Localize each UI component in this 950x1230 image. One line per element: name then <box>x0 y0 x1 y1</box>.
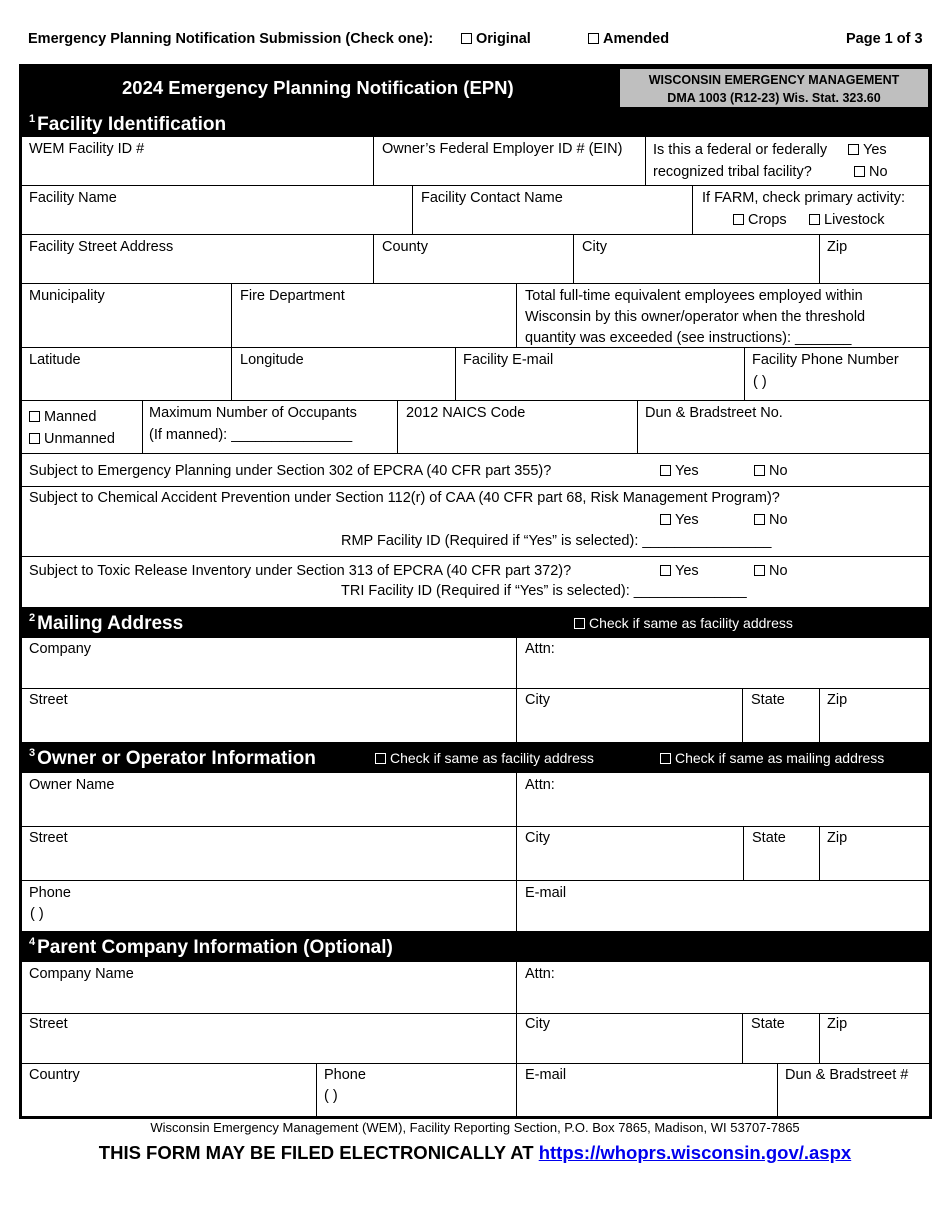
duns-field[interactable]: Dun & Bradstreet No. <box>645 405 783 421</box>
owner-same-mailing-checkbox[interactable] <box>660 753 671 764</box>
manned-checkbox[interactable] <box>29 411 40 422</box>
form-title: 2024 Emergency Planning Notification (EPN) <box>122 77 514 98</box>
agency-box <box>620 69 928 107</box>
parent-phone-field[interactable]: ( ) <box>324 1088 338 1104</box>
naics-field[interactable]: 2012 NAICS Code <box>406 405 526 421</box>
owner-attn-field[interactable]: Attn: <box>525 777 555 793</box>
facility-phone-label: Facility Phone Number <box>752 352 899 368</box>
amended-option[interactable] <box>588 31 669 47</box>
owner-phone-field[interactable]: ( ) <box>30 906 44 922</box>
crops-option[interactable]: Crops <box>733 210 787 231</box>
tri-yes[interactable]: Yes <box>660 561 699 582</box>
owner-street-field[interactable]: Street <box>29 830 68 846</box>
facility-street-field[interactable]: Facility Street Address <box>29 239 174 255</box>
owner-phone-label: Phone <box>29 885 71 901</box>
section-1-title: $^1$ Facility Identification <box>29 113 227 135</box>
livestock-option[interactable]: Livestock <box>809 210 884 231</box>
parent-state-field[interactable]: State <box>751 1016 785 1032</box>
caa112-yes-checkbox[interactable] <box>660 514 671 525</box>
section-3-header <box>22 742 929 773</box>
parent-duns-field[interactable]: Dun & Bradstreet # <box>785 1067 909 1083</box>
caa112-question: Subject to Chemical Accident Prevention under Section 112(r) of CAA (40 CFR part 68, Risk Management Program)? <box>29 490 780 506</box>
owner-same-facility-checkbox[interactable] <box>375 753 386 764</box>
tri-no-checkbox[interactable] <box>754 565 765 576</box>
mailing-same-as-facility[interactable]: Check if same as facility address <box>574 615 793 631</box>
owner-email-field[interactable]: E-mail <box>525 885 567 901</box>
mailing-attn-field[interactable]: Attn: <box>525 641 555 657</box>
parent-company-name-field[interactable]: Company Name <box>29 966 134 982</box>
parent-attn-field[interactable]: Attn: <box>525 966 555 982</box>
section-4-title: $^4$ Parent Company Information (Optional) <box>29 936 393 958</box>
mailing-same-facility-checkbox[interactable] <box>574 618 585 629</box>
form-header <box>22 67 929 111</box>
city-field[interactable]: City <box>582 239 607 255</box>
tri-question: Subject to Toxic Release Inventory under Section 313 of EPCRA (40 CFR part 372)? <box>29 563 572 579</box>
longitude-field[interactable]: Longitude <box>240 352 304 368</box>
section-4-header <box>22 931 929 962</box>
facility-contact-field[interactable]: Facility Contact Name <box>421 190 563 206</box>
federal-yes[interactable]: Yes <box>848 140 887 161</box>
original-option[interactable] <box>461 31 531 47</box>
facility-phone-field[interactable]: ( ) <box>753 374 767 390</box>
mailing-street-field[interactable]: Street <box>29 692 68 708</box>
fte-line1: Total full-time equivalent employees employed within <box>525 288 863 304</box>
owner-same-as-facility[interactable]: Check if same as facility address <box>375 750 594 766</box>
section-1-header <box>22 111 929 137</box>
epcra302-yes[interactable]: Yes <box>660 461 699 482</box>
facility-name-field[interactable]: Facility Name <box>29 190 117 206</box>
parent-email-field[interactable]: E-mail <box>525 1067 567 1083</box>
footer-address: Wisconsin Emergency Management (WEM), Facility Reporting Section, P.O. Box 7865, Madison, WI 53707-7865 <box>150 1120 800 1135</box>
owner-zip-field[interactable]: Zip <box>827 830 848 846</box>
original-label: Original <box>476 31 531 47</box>
farm-question: If FARM, check primary activity: <box>702 190 906 206</box>
page-number: Page 1 of 3 <box>846 31 923 47</box>
ein-field[interactable]: Owner’s Federal Employer ID # (EIN) <box>382 141 623 157</box>
unmanned-checkbox[interactable] <box>29 433 40 444</box>
submission-label: Emergency Planning Notification Submission (Check one): <box>28 31 434 47</box>
mailing-state-field[interactable]: State <box>751 692 785 708</box>
caa112-yes[interactable]: Yes <box>660 510 699 531</box>
municipality-field[interactable]: Municipality <box>29 288 105 304</box>
section-3-title: $^3$ Owner or Operator Information <box>29 747 316 769</box>
rmp-id-field[interactable]: RMP Facility ID (Required if “Yes” is selected): ________________ <box>341 533 772 549</box>
fte-line2: Wisconsin by this owner/operator when the threshold <box>525 309 866 325</box>
county-field[interactable]: County <box>382 239 428 255</box>
epcra302-no[interactable]: No <box>754 461 788 482</box>
federal-no-checkbox[interactable] <box>854 166 865 177</box>
caa112-no-checkbox[interactable] <box>754 514 765 525</box>
tri-no[interactable]: No <box>754 561 788 582</box>
parent-zip-field[interactable]: Zip <box>827 1016 848 1032</box>
facility-email-field[interactable]: Facility E-mail <box>463 352 554 368</box>
efile-link[interactable]: https://whoprs.wisconsin.gov/.aspx <box>538 1142 852 1163</box>
form-code: DMA 1003 (R12-23) Wis. Stat. 323.60 <box>667 91 881 105</box>
owner-name-field[interactable]: Owner Name <box>29 777 115 793</box>
agency-name: WISCONSIN EMERGENCY MANAGEMENT <box>648 73 900 87</box>
amended-checkbox[interactable] <box>588 33 599 44</box>
federal-no[interactable]: No <box>854 162 888 183</box>
federal-question-line2: recognized tribal facility? <box>653 164 812 180</box>
latitude-field[interactable]: Latitude <box>29 352 81 368</box>
original-checkbox[interactable] <box>461 33 472 44</box>
efile-notice <box>0 1142 950 1164</box>
fire-department-field[interactable]: Fire Department <box>240 288 345 304</box>
fte-field[interactable]: quantity was exceeded (see instructions): _______ <box>525 330 852 346</box>
amended-label: Amended <box>603 31 670 47</box>
occupants-label: Maximum Number of Occupants <box>149 405 357 421</box>
unmanned-option[interactable]: Unmanned <box>29 429 115 450</box>
federal-question-line1: Is this a federal or federally <box>653 142 828 158</box>
epcra302-question: Subject to Emergency Planning under Section 302 of EPCRA (40 CFR part 355)? <box>29 463 552 479</box>
parent-country-field[interactable]: Country <box>29 1067 80 1083</box>
section-2-header <box>22 607 929 638</box>
epcra302-no-checkbox[interactable] <box>754 465 765 476</box>
tri-yes-checkbox[interactable] <box>660 565 671 576</box>
epcra302-yes-checkbox[interactable] <box>660 465 671 476</box>
owner-state-field[interactable]: State <box>752 830 786 846</box>
parent-city-field[interactable]: City <box>525 1016 550 1032</box>
section-2-title: $^2$ Mailing Address <box>29 612 184 634</box>
parent-phone-label: Phone <box>324 1067 366 1083</box>
owner-same-as-mailing[interactable]: Check if same as mailing address <box>660 750 884 766</box>
caa112-no[interactable]: No <box>754 510 788 531</box>
crops-checkbox[interactable] <box>733 214 744 225</box>
manned-option[interactable]: Manned <box>29 407 96 428</box>
mailing-company-field[interactable]: Company <box>29 641 92 657</box>
mailing-city-field[interactable]: City <box>525 692 550 708</box>
wem-facility-id-field[interactable]: WEM Facility ID # <box>29 141 145 157</box>
mailing-zip-field[interactable]: Zip <box>827 692 848 708</box>
tri-id-field[interactable]: TRI Facility ID (Required if “Yes” is selected): ______________ <box>341 583 747 599</box>
efile-text: THIS FORM MAY BE FILED ELECTRONICALLY AT <box>98 1142 534 1163</box>
epn-form <box>19 64 932 1119</box>
livestock-checkbox[interactable] <box>809 214 820 225</box>
parent-street-field[interactable]: Street <box>29 1016 68 1032</box>
federal-yes-checkbox[interactable] <box>848 144 859 155</box>
occupants-field[interactable]: (If manned): _______________ <box>149 427 353 443</box>
zip-field[interactable]: Zip <box>827 239 848 255</box>
owner-city-field[interactable]: City <box>525 830 550 846</box>
